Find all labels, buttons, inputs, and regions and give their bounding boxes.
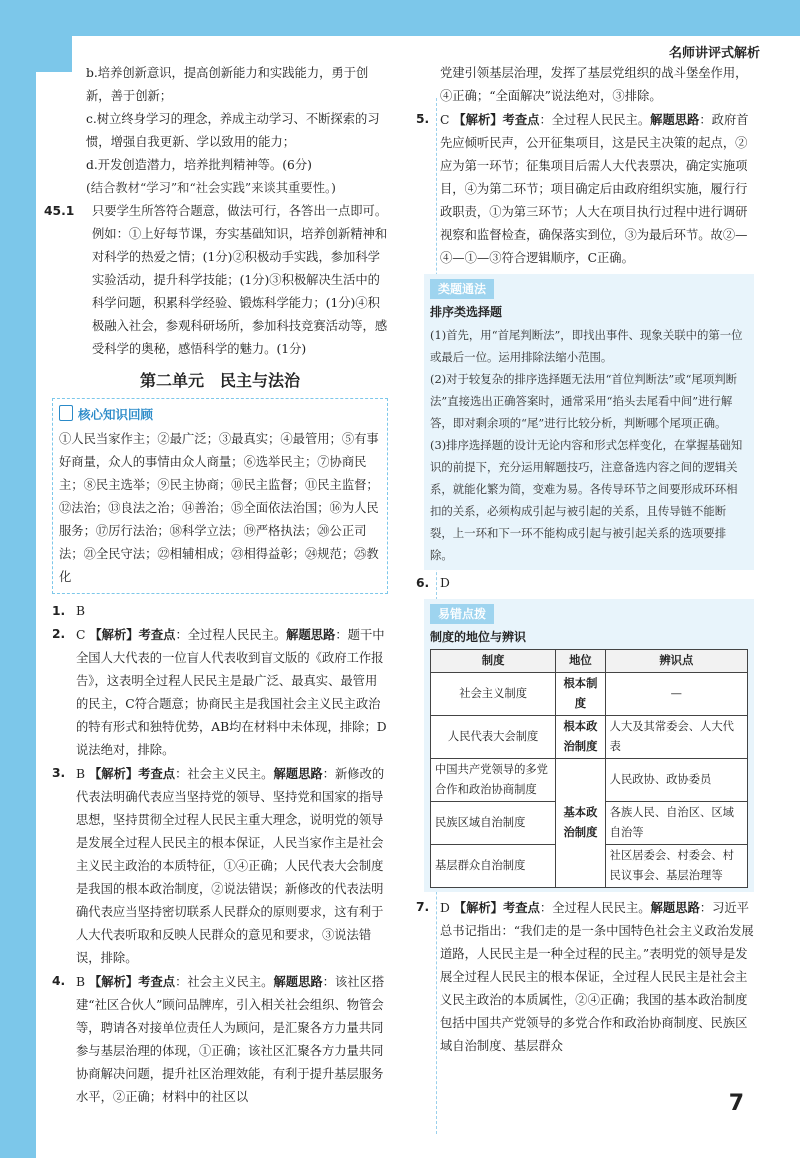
kp-label: 考查点 <box>502 112 540 127</box>
solution-label: 解题思路 <box>273 974 323 989</box>
table-cell: 人大及其常委会、人大代表 <box>605 716 747 759</box>
tip-heading: 排序类选择题 <box>430 305 503 319</box>
table-row <box>431 759 748 802</box>
solution-text: ：新修改的代表法明确代表应当坚持党的领导、坚持党和国家的指导思想，坚持贯彻全过程人民民主重大理念，说明党的领导是发展全过程人民民主的根本保证，人民当家作主是社会主义民主政治的本质特征，①④正确；人民代表大会制度是我国的根本政治制度，②说法错误；新修改的代表法明确代表应当坚持密切联系人民群众的原则要求，这有利于人大代表听取和反映人民群众的意见和要求，③说法错误，排除。 <box>76 767 385 965</box>
question-3 <box>52 762 388 970</box>
kp-label: 考查点 <box>502 900 540 915</box>
knowledge-title: 核心知识回顾 <box>59 403 381 426</box>
question-7 <box>416 896 754 1058</box>
kp-text: ：社会主义民主。 <box>175 975 274 989</box>
tip-heading: 制度的地位与辨识 <box>430 630 527 644</box>
kp-label: 考查点 <box>138 627 176 642</box>
solution-label: 解题思路 <box>273 766 323 781</box>
analysis-tag: 【解析】 <box>453 112 503 127</box>
answer-note: (结合教材“学习”和“社会实践”来谈其重要性。) <box>86 181 336 195</box>
kp-text: ：全过程人民民主。 <box>539 901 651 915</box>
answer-letter: B <box>76 975 86 989</box>
kp-text: ：社会主义民主。 <box>175 767 274 781</box>
table-header: 辨识点 <box>605 650 747 673</box>
table-cell: 人民代表大会制度 <box>431 716 556 759</box>
solution-text: ：政府首先应倾听民声，公开征集项目，这是民主决策的起点，②应为第一环节；征集项目后需人大代表票决，确定实施项目，④为第二环节；项目确定后由政府组织实施，履行行政职责，①为第三环节；人大在项目执行过程中进行调研视察和监督检查，确保落实到位，③为最后环节。故②—④—①—③符合逻辑顺序，C正确。 <box>440 113 749 265</box>
question-4 <box>52 970 388 1109</box>
table-row <box>431 673 748 716</box>
question-number: 7. <box>416 900 430 914</box>
table-cell: 社区居委会、村委会、村民议事会、基层治理等 <box>605 845 747 888</box>
analysis-tag: 【解析】 <box>89 627 139 642</box>
answer-letter: C <box>76 628 86 642</box>
question-5 <box>416 108 754 270</box>
tip-label: 类题通法 <box>430 279 494 299</box>
kp-text: ：全过程人民民主。 <box>539 113 651 127</box>
question-number: 4. <box>52 974 66 988</box>
question-number: 5. <box>416 112 430 126</box>
analysis-tag: 【解析】 <box>453 900 503 915</box>
analysis-tag: 【解析】 <box>88 766 139 781</box>
question-number: 6. <box>416 576 430 590</box>
tip-paragraph: (1)首先，用“首尾判断法”，即找出事件、现象关联中的第一位或最后一位。运用排除法缩小范围。 <box>430 328 743 364</box>
page-number: 7 <box>728 1091 744 1116</box>
question-45 <box>44 200 388 361</box>
question-text: 只要学生所答符合题意，做法可行，各答出一点即可。例如：①上好每节课，夯实基础知识，培养创新精神和对科学的热爱之情；(1分)②积极动手实践，参加科学实验活动，提升科学技能；(1分)③积极解决生活中的科学问题，积累科学经验、锻炼科学能力；(1分)④积极融入社会，参观科研场所，参加科技竞赛活动等，感受科学的奥秘，感悟科学的魅力。(1分) <box>92 204 388 356</box>
right-column <box>416 62 754 1058</box>
answer-line: b.培养创新意识，提高创新能力和实践能力，勇于创新，善于创新； <box>86 66 369 103</box>
solution-text: ：题干中全国人大代表的一位盲人代表收到盲文版的《政府工作报告》，这表明全过程人民民主是最广泛、最真实、最管用的民主，C符合题意；协商民主是我国社会主义民主政治的特有形式和独特优势，AB均在材料中未体现，排除；D说法绝对，排除。 <box>76 628 387 757</box>
solution-label: 解题思路 <box>650 112 700 127</box>
book-icon <box>59 405 73 421</box>
left-column <box>44 62 388 1109</box>
answer-letter: D <box>440 901 450 915</box>
unit-title: 第二单元 民主与法治 <box>139 371 300 390</box>
answer-line: d.开发创造潜力，培养批判精神等。(6分) <box>86 158 312 172</box>
question-answer: D <box>440 576 450 590</box>
table-header-row <box>431 650 748 673</box>
method-tip-box <box>424 274 754 570</box>
table-row <box>431 716 748 759</box>
question-number: 1. <box>52 604 66 618</box>
question-6 <box>416 572 754 595</box>
page-header: 名师讲评式解析 <box>668 46 760 61</box>
table-cell: 中国共产党领导的多党合作和政治协商制度 <box>431 759 556 802</box>
solution-label: 解题思路 <box>650 900 700 915</box>
kp-text: ：全过程人民民主。 <box>175 628 287 642</box>
tip-paragraph: (2)对于较复杂的排序选择题无法用“首位判断法”或“尾项判断法”直接选出正确答案时，通常采用“掐头去尾看中间”进行解答，即对剩余项的“尾”进行比较分析，判断哪个尾项正确。 <box>430 372 737 430</box>
system-table <box>430 649 748 888</box>
table-cell: 各族人民、自治区、区域自治等 <box>605 802 747 845</box>
table-cell: 民族区域自治制度 <box>431 802 556 845</box>
table-cell: 根本制度 <box>556 673 605 716</box>
kp-label: 考查点 <box>138 974 176 989</box>
table-cell: 社会主义制度 <box>431 673 556 716</box>
error-tip-box <box>424 599 754 892</box>
table-header: 制度 <box>431 650 556 673</box>
table-cell: — <box>605 673 747 716</box>
knowledge-text: ①人民当家作主；②最广泛；③最真实；④最管用；⑤有事好商量，众人的事情由众人商量；⑥选举民主；⑦协商民主；⑧民主选举；⑨民主协商；⑩民主监督；⑪民主监督；⑫法治；⑬良法之治；⑭善治；⑮全面依法治国；⑯为人民服务；⑰厉行法治；⑱科学立法；⑲严格执法；⑳公正司法；㉑全民守法；㉒相辅相成；㉓相得益彰；㉔规范；㉕教化 <box>59 432 379 584</box>
knowledge-box <box>52 398 388 594</box>
question-1 <box>52 600 388 623</box>
kp-label: 考查点 <box>138 766 176 781</box>
tip-label: 易错点拨 <box>430 604 494 624</box>
answer-letter: C <box>440 113 450 127</box>
question-2 <box>52 623 388 762</box>
analysis-tag: 【解析】 <box>88 974 139 989</box>
answer-continuation: 党建引领基层治理，发挥了基层党组织的战斗堡垒作用，④正确；“全面解决”说法绝对，③排除。 <box>440 66 748 103</box>
table-header: 地位 <box>556 650 605 673</box>
table-cell: 根本政治制度 <box>556 716 605 759</box>
table-cell: 人民政协、政协委员 <box>605 759 747 802</box>
answer-letter: B <box>76 767 86 781</box>
solution-label: 解题思路 <box>286 627 336 642</box>
question-number: 2. <box>52 627 66 641</box>
solution-text: ：该社区搭建“社区合伙人”顾问品牌库，引入相关社会组织、物管会等，聘请各对接单位责任人为顾问，是汇聚各方力量共同参与基层治理的体现，①正确；该社区汇聚各方力量共同协商解决问题，提升社区治理效能，有利于提升基层服务水平，②正确；材料中的社区以 <box>76 975 385 1104</box>
table-cell: 基本政治制度 <box>556 759 605 888</box>
question-answer: B <box>76 604 86 618</box>
tip-paragraph: (3)排序选择题的设计无论内容和形式怎样变化，在掌握基础知识的前提下，充分运用解题技巧，注意备选内容之间的逻辑关系，就能化繁为简，变难为易。各传导环节之间要形成环环相扣的关系，必须构成引起与被引起的关系，且传导链不能断裂，上一环和下一环不能构成引起与被引起关系的选项要排除。 <box>430 438 743 562</box>
question-number: 45.1 <box>44 204 75 218</box>
question-number: 3. <box>52 766 66 780</box>
solution-text: ：习近平总书记指出：“我们走的是一条中国特色社会主义政治发展道路，人民民主是一种全过程的民主。”表明党的领导是发展全过程人民民主的根本保证，全过程人民民主是社会主义民主政治的本质属性，②④正确；我国的基本政治制度包括中国共产党领导的多党合作和政治协商制度、民族区域自治制度、基层群众 <box>440 901 754 1053</box>
table-cell: 基层群众自治制度 <box>431 845 556 888</box>
answer-line: c.树立终身学习的理念，养成主动学习、不断探索的习惯，增强自我更新、学以致用的能力； <box>86 112 380 149</box>
